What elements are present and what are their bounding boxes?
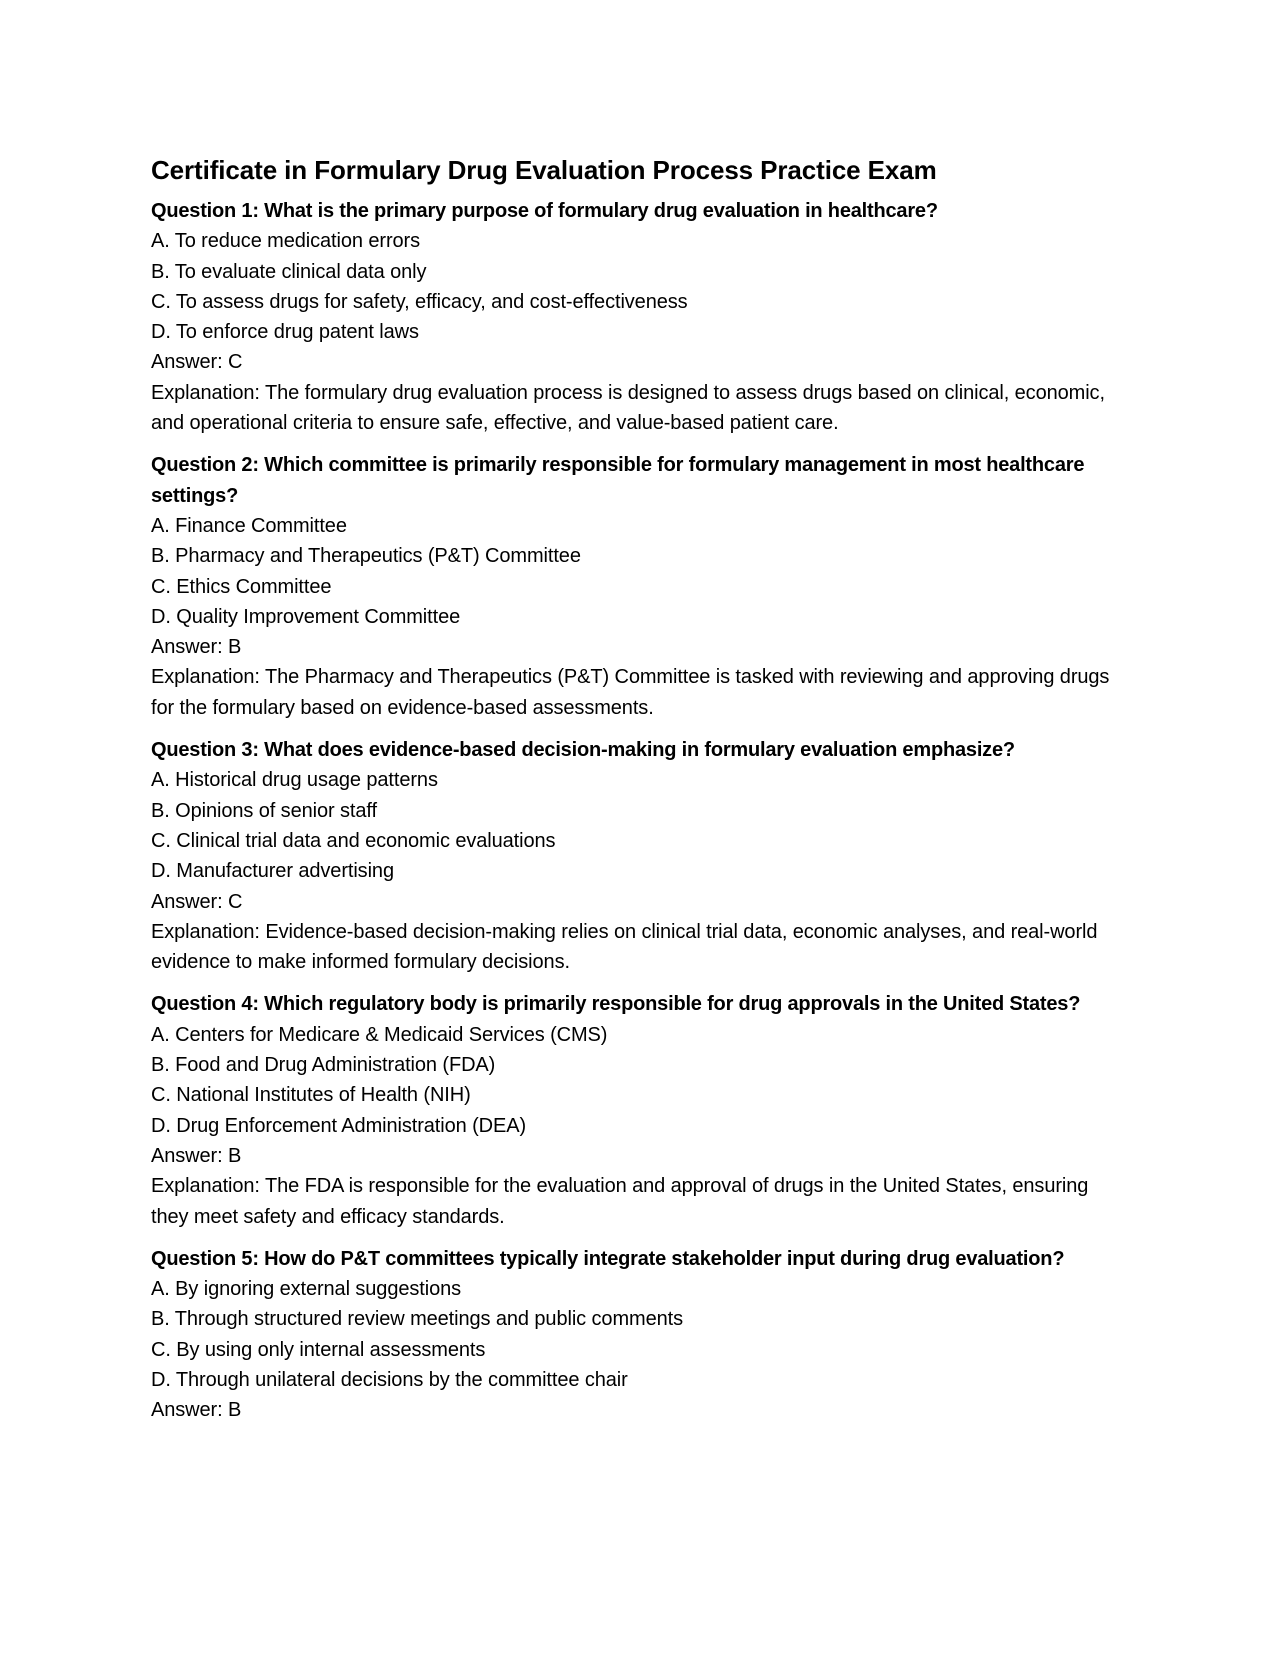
question-text: Question 3: What does evidence-based decision-making in formulary evaluation emphasize? <box>151 739 1015 762</box>
option-a: A. By ignoring external suggestions <box>151 1278 462 1301</box>
question-text: Question 2: Which committee is primarily responsible for formulary management in most healthcare settings? <box>151 454 1085 507</box>
option-d: D. Through unilateral decisions by the committee chair <box>151 1368 628 1391</box>
question-text: Question 1: What is the primary purpose of formulary drug evaluation in healthcare? <box>151 200 938 222</box>
answer: Answer: B <box>151 1399 242 1422</box>
question-block-3 <box>151 735 1131 977</box>
answer: Answer: C <box>151 890 243 913</box>
option-d: D. Drug Enforcement Administration (DEA) <box>151 1114 527 1137</box>
option-b: B. Food and Drug Administration (FDA) <box>151 1054 496 1077</box>
option-c: C. By using only internal assessments <box>151 1338 486 1361</box>
page-title: Certificate in Formulary Drug Evaluation Process Practice Exam <box>151 155 937 185</box>
document-page <box>151 150 1131 1438</box>
question-block-4 <box>151 989 1131 1231</box>
option-a: A. Centers for Medicare & Medicaid Services (CMS) <box>151 1023 608 1046</box>
explanation: Explanation: The FDA is responsible for the evaluation and approval of drugs in the United States, ensuring they meet safety and efficacy standards. <box>151 1175 1089 1228</box>
option-d: D. Manufacturer advertising <box>151 860 394 883</box>
answer: Answer: B <box>151 1144 242 1167</box>
option-a: A. To reduce medication errors <box>151 230 420 253</box>
question-text: Question 4: Which regulatory body is primarily responsible for drug approvals in the United States? <box>151 993 1081 1016</box>
question-text: Question 5: How do P&T committees typically integrate stakeholder input during drug evaluation? <box>151 1247 1065 1270</box>
option-a: A. Historical drug usage patterns <box>151 769 438 792</box>
option-b: B. Through structured review meetings and public comments <box>151 1308 683 1331</box>
answer: Answer: C <box>151 351 243 374</box>
option-a: A. Finance Committee <box>151 514 347 537</box>
option-d: D. Quality Improvement Committee <box>151 605 461 628</box>
question-block-1 <box>151 196 1131 438</box>
option-c: C. Clinical trial data and economic evaluations <box>151 829 556 852</box>
explanation: Explanation: Evidence-based decision-making relies on clinical trial data, economic analyses, and real-world evidence to make informed formulary decisions. <box>151 920 1098 974</box>
option-b: B. Opinions of senior staff <box>151 799 377 822</box>
option-d: D. To enforce drug patent laws <box>151 321 419 344</box>
option-c: C. National Institutes of Health (NIH) <box>151 1084 471 1107</box>
option-b: B. To evaluate clinical data only <box>151 260 427 283</box>
question-block-2 <box>151 450 1131 723</box>
explanation: Explanation: The formulary drug evaluation process is designed to assess drugs based on clinical, economic, and operational criteria to ensure safe, effective, and value-based patient care. <box>151 381 1105 435</box>
option-c: C. Ethics Committee <box>151 575 332 598</box>
explanation: Explanation: The Pharmacy and Therapeutics (P&T) Committee is tasked with reviewing and approving drugs for the formulary based on evidence-based assessments. <box>151 666 1110 719</box>
option-c: C. To assess drugs for safety, efficacy, and cost-effectiveness <box>151 290 688 313</box>
question-block-5 <box>151 1244 1131 1426</box>
option-b: B. Pharmacy and Therapeutics (P&T) Committee <box>151 545 581 568</box>
answer: Answer: B <box>151 636 242 659</box>
